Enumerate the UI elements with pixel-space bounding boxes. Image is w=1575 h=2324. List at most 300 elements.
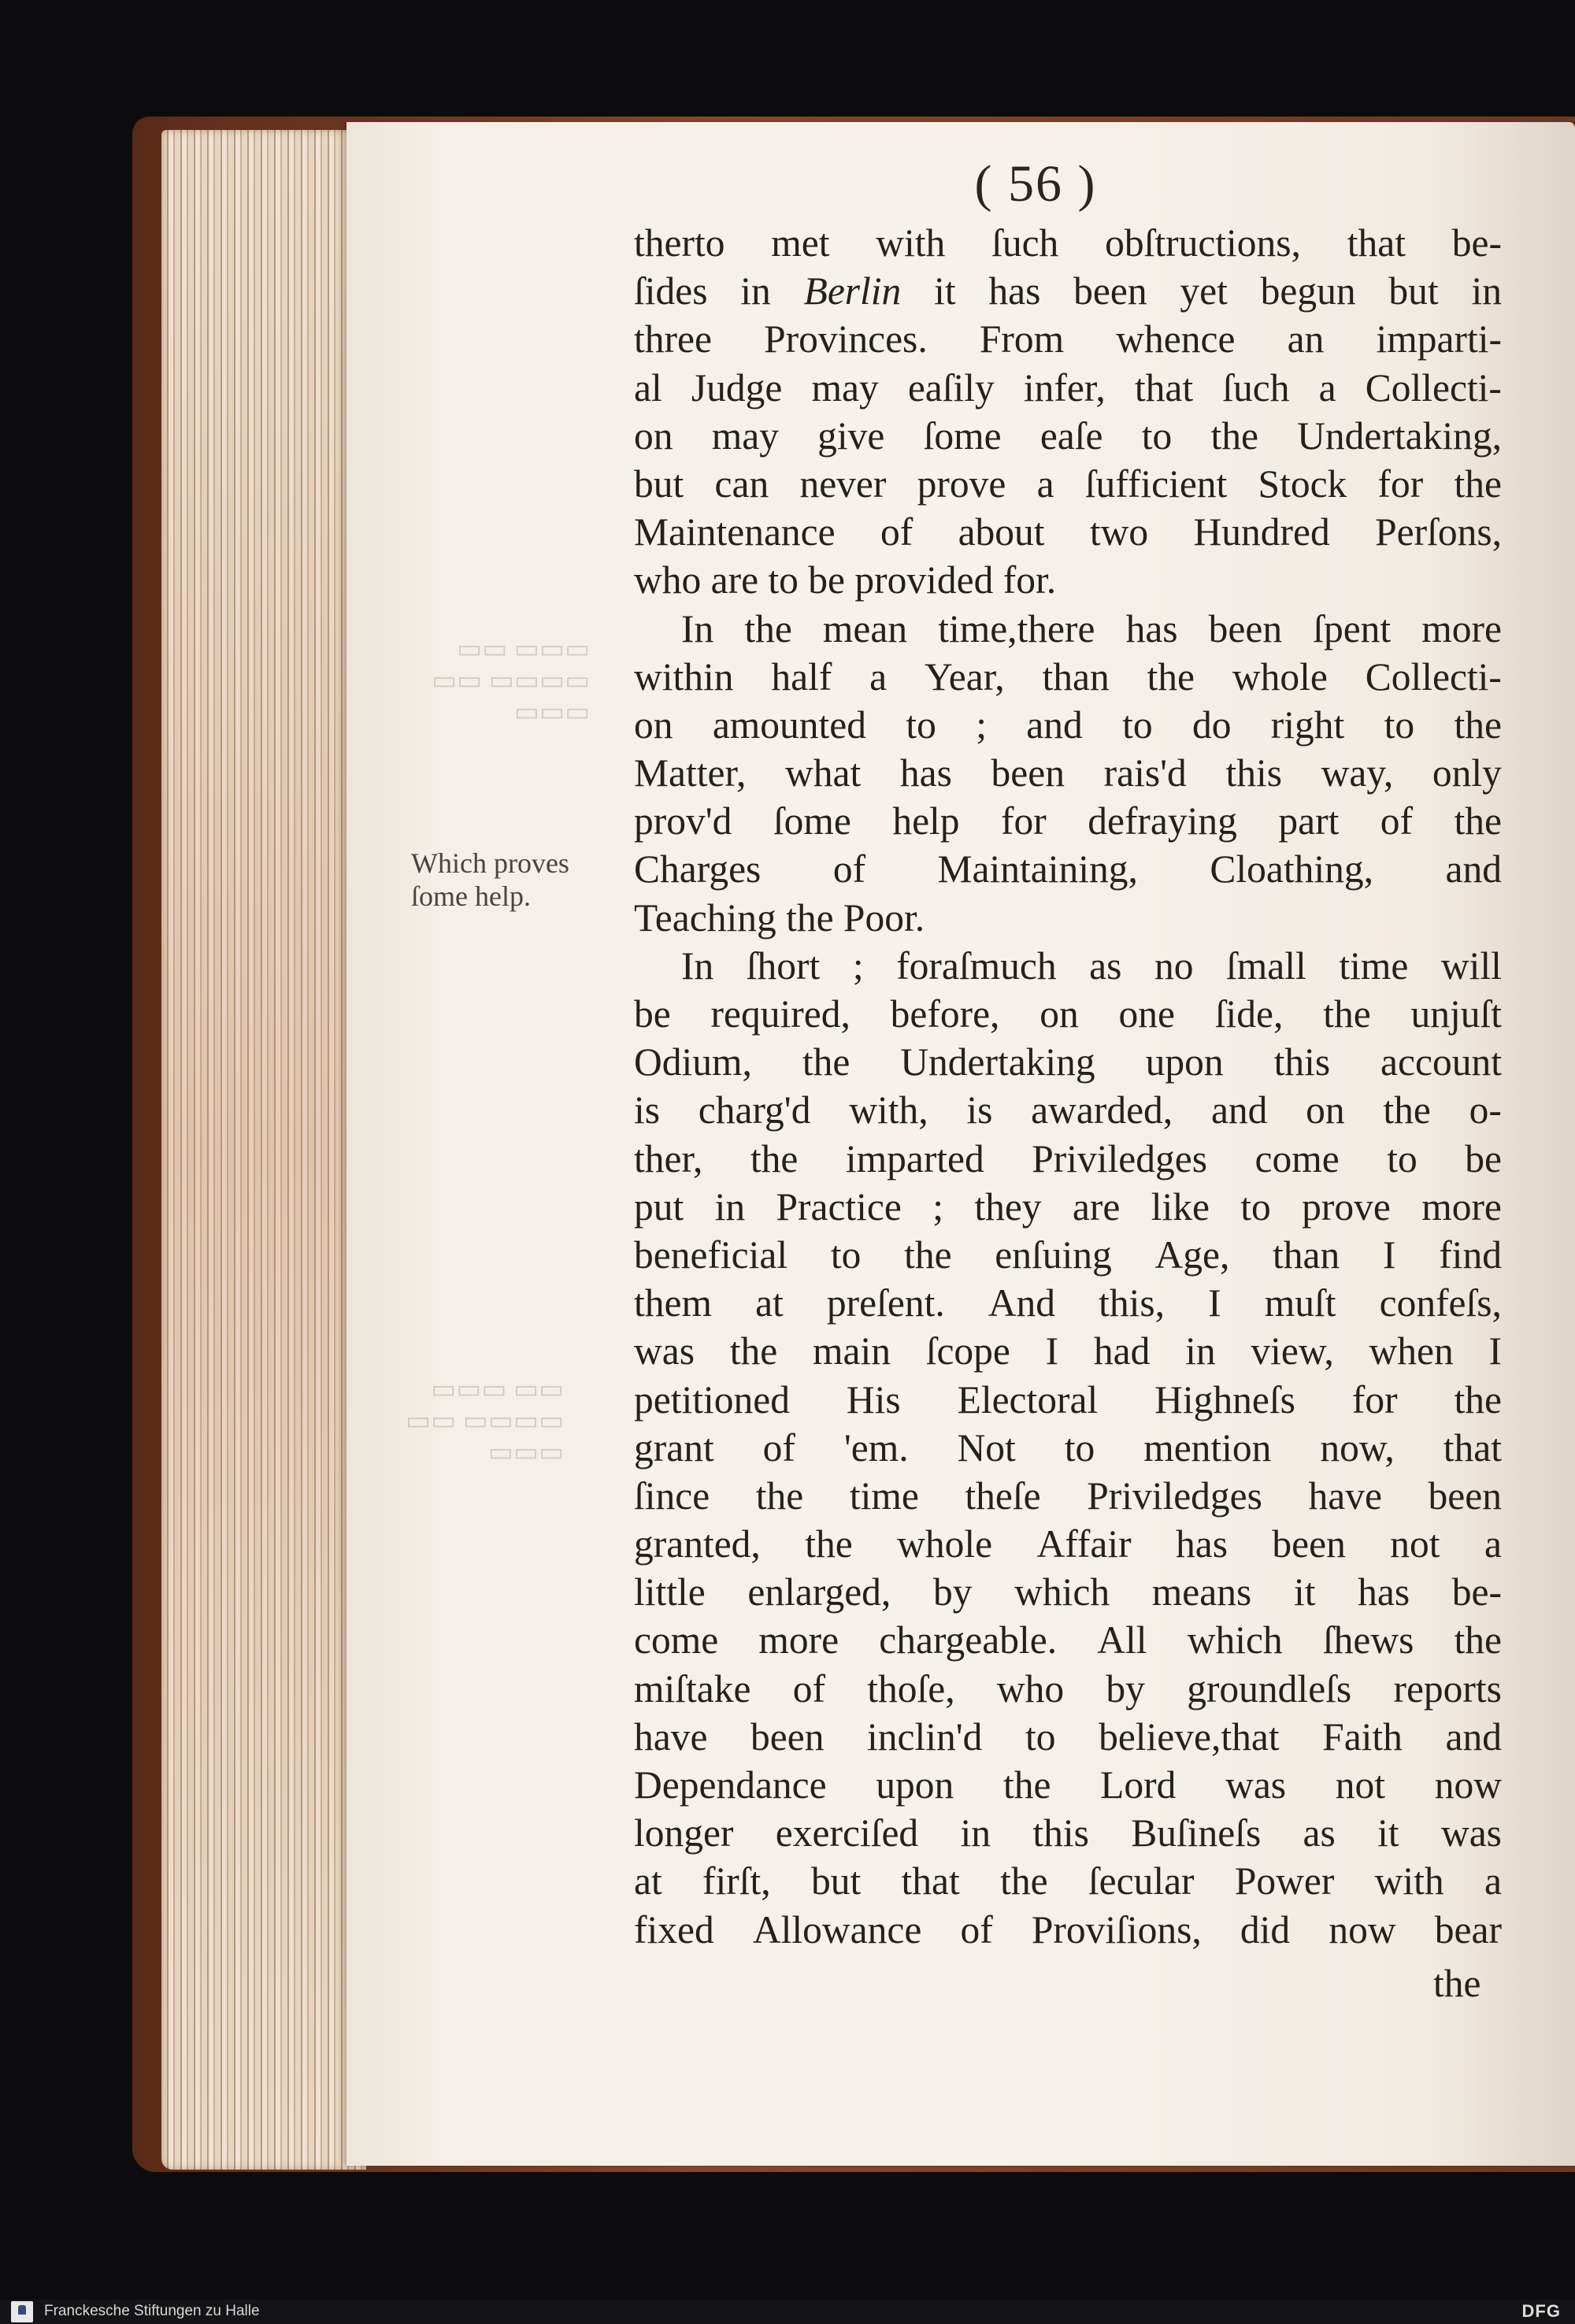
word: eaſily [907, 365, 995, 410]
word: three [634, 317, 712, 361]
word: Dependance [634, 1763, 827, 1807]
word: time [1339, 943, 1409, 988]
word: And [988, 1281, 1056, 1325]
word: miſtake [634, 1666, 751, 1711]
text-line [634, 460, 1502, 508]
text-line [634, 653, 1502, 701]
word: to [830, 1232, 862, 1277]
word: in [1185, 1329, 1216, 1373]
word: Allowance [752, 1907, 922, 1951]
word: one [1118, 992, 1175, 1036]
word: and [1210, 1088, 1268, 1132]
word: upon [1145, 1040, 1224, 1084]
word: Priviledges [1032, 1136, 1208, 1181]
word: for [1377, 461, 1424, 506]
text-line [634, 1424, 1502, 1472]
word: Buſineſs [1131, 1811, 1262, 1855]
word: ſcope [925, 1329, 1010, 1373]
word: Not [957, 1425, 1016, 1470]
word: Stock [1258, 461, 1347, 506]
text-line [634, 1665, 1502, 1713]
word: about [958, 510, 1045, 554]
word: muſt [1264, 1281, 1336, 1325]
word: which [1014, 1570, 1110, 1614]
word: when [1369, 1329, 1454, 1373]
word: on [1040, 992, 1079, 1036]
word: has [1125, 606, 1178, 650]
word: by [932, 1570, 973, 1614]
text-line [634, 749, 1502, 797]
word: been [750, 1714, 825, 1759]
word: chargeable. [879, 1618, 1058, 1662]
bleed-through-marks: ▭▭▭ ▭▭ ▭▭▭▭ ▭▭ ▭▭▭ [432, 635, 591, 727]
word: charg'd [698, 1088, 811, 1132]
word: the [1002, 1763, 1051, 1807]
word: has [1176, 1522, 1228, 1566]
word: petitioned [634, 1377, 790, 1421]
dfg-badge: DFG [1521, 2301, 1561, 2321]
word: Charges [634, 847, 762, 891]
word: like [1151, 1184, 1210, 1229]
word: that [1347, 221, 1406, 265]
word: bear [1434, 1907, 1502, 1951]
word: the [1383, 1088, 1431, 1132]
bleed-through-marks-2: ▭▭ ▭▭▭ ▭▭▭▭ ▭▭ ▭▭▭ [406, 1375, 565, 1467]
word: Electoral [957, 1377, 1099, 1421]
word: is [634, 1088, 661, 1132]
word: whole [897, 1522, 993, 1566]
word: but [810, 1859, 862, 1903]
word: by [1106, 1666, 1145, 1711]
word: Matter, [634, 751, 747, 795]
word: ſince [634, 1473, 710, 1518]
word [804, 267, 902, 315]
word: to [1025, 1714, 1056, 1759]
word: a [869, 654, 888, 699]
word: not [1335, 1763, 1386, 1807]
word: ſmall [1226, 943, 1306, 988]
text-line [634, 556, 1502, 604]
word: I [1383, 1232, 1396, 1277]
word: to [1064, 1425, 1095, 1470]
word: inclin'd [867, 1714, 983, 1759]
word: believe,that [1099, 1714, 1280, 1759]
text-line [634, 1376, 1502, 1424]
word: this [1225, 751, 1282, 795]
word: ; [932, 1184, 943, 1229]
word: theſe [965, 1473, 1041, 1518]
institution-label: Franckesche Stiftungen zu Halle [44, 2303, 260, 2319]
word: this, [1099, 1281, 1166, 1325]
word: the [1454, 702, 1502, 747]
word: been [1272, 1522, 1346, 1566]
word: Judge [691, 365, 783, 410]
word: Faith [1322, 1714, 1403, 1759]
text-line [634, 894, 1502, 942]
word: ſuch [991, 221, 1059, 265]
word: can [714, 461, 769, 506]
word: which [1187, 1618, 1283, 1662]
word: ſhews [1322, 1618, 1414, 1662]
text-line [634, 1279, 1502, 1327]
word: rais'd [1103, 751, 1187, 795]
word: Priviledges [1087, 1473, 1262, 1518]
word: was [1440, 1811, 1502, 1855]
text-line [634, 942, 1502, 990]
word: it [1293, 1570, 1316, 1614]
word: imparted [845, 1136, 984, 1181]
word: Undertaking, [1297, 413, 1502, 458]
word: imparti- [1376, 317, 1502, 361]
word: obſtructions, [1105, 221, 1301, 265]
word: Collecti- [1365, 654, 1502, 699]
word: as [1303, 1811, 1336, 1855]
word: of [762, 1425, 795, 1470]
word: and [1445, 847, 1502, 891]
page-edges [161, 130, 366, 2170]
word: enſuing [995, 1232, 1112, 1277]
text-line [634, 1183, 1502, 1231]
page-number: ( 56 ) [974, 155, 1097, 213]
word: ther, [634, 1136, 703, 1181]
word: has [988, 269, 1041, 313]
text-line [634, 1809, 1502, 1857]
word: ; [976, 702, 987, 747]
word: of [880, 510, 914, 554]
word: more [1421, 1184, 1502, 1229]
line-text: who are to be provided for. [634, 558, 1057, 602]
word: the [904, 1232, 952, 1277]
word: eaſe [1040, 413, 1103, 458]
word: no [1154, 943, 1194, 988]
word: thoſe, [867, 1666, 955, 1711]
word: to [1122, 702, 1153, 747]
word: within [634, 654, 734, 699]
word: a [1318, 365, 1336, 410]
text-line [634, 1761, 1502, 1809]
text-line [634, 605, 1502, 653]
word: yet [1180, 269, 1228, 313]
text-line [634, 364, 1502, 412]
word: two [1089, 510, 1149, 554]
word: of [832, 847, 866, 891]
word: o- [1469, 1088, 1502, 1132]
text-line [634, 1231, 1502, 1279]
word: ſpent [1313, 606, 1392, 650]
word: prov'd [634, 799, 732, 843]
marginal-note-line: ſome help. [411, 880, 531, 912]
word: defraying [1088, 799, 1237, 843]
word: groundleſs [1187, 1666, 1352, 1711]
word: account [1380, 1040, 1502, 1084]
word: longer [634, 1811, 734, 1855]
text-line [634, 1327, 1502, 1375]
word: ſide, [1214, 992, 1284, 1036]
word: put [634, 1184, 684, 1229]
word: All [1097, 1618, 1147, 1662]
text-line [634, 1135, 1502, 1183]
word: in [740, 269, 771, 313]
word: but [634, 461, 684, 506]
text-line [634, 1906, 1502, 1954]
word: Proviſions, [1031, 1907, 1202, 1951]
word: that [901, 1859, 960, 1903]
word: Hundred [1193, 510, 1330, 554]
word: the [1000, 1859, 1048, 1903]
word: find [1439, 1232, 1502, 1277]
word: Age, [1154, 1232, 1230, 1277]
word: Affair [1036, 1522, 1132, 1566]
word: now, [1320, 1425, 1395, 1470]
text-line [634, 508, 1502, 556]
word: way, [1321, 751, 1394, 795]
word: right [1270, 702, 1345, 747]
word: ſuch [1222, 365, 1290, 410]
catchword: the [1433, 1962, 1481, 2005]
text-line [634, 267, 1502, 315]
word: confeſs, [1379, 1281, 1502, 1325]
word: on [634, 413, 673, 458]
word: what [785, 751, 862, 795]
word: met [771, 221, 830, 265]
word: been [1073, 269, 1147, 313]
word: ; [852, 943, 864, 988]
word: who [996, 1666, 1065, 1711]
word: than [1042, 654, 1110, 699]
word: may [711, 413, 779, 458]
word: will [1440, 943, 1502, 988]
text-line [634, 1568, 1502, 1616]
word: the [1323, 992, 1371, 1036]
word: and [1026, 702, 1083, 747]
word: on [634, 702, 673, 747]
word: required, [710, 992, 850, 1036]
word: prove [917, 461, 1006, 506]
word: was [1225, 1763, 1287, 1807]
word: of [792, 1666, 825, 1711]
word: give [817, 413, 885, 458]
word: have [634, 1714, 708, 1759]
word: in [1471, 269, 1502, 313]
word: never [799, 461, 887, 506]
word: now [1434, 1763, 1502, 1807]
word: this [1273, 1040, 1331, 1084]
word: part [1278, 799, 1340, 843]
word: In [681, 943, 714, 988]
word: but [1388, 269, 1439, 313]
word: Undertaking [900, 1040, 1095, 1084]
word: ſufficient [1084, 461, 1228, 506]
word: the [1454, 461, 1502, 506]
word: ſome [923, 413, 1002, 458]
word: therto [634, 221, 725, 265]
word: beneficial [634, 1232, 788, 1277]
word: is [966, 1088, 993, 1132]
marginal-note-line: Which proves [411, 847, 569, 879]
word: al [634, 365, 662, 410]
word: begun [1260, 269, 1356, 313]
word: has [899, 751, 952, 795]
word: Lord [1100, 1763, 1177, 1807]
word: Practice [776, 1184, 902, 1229]
word: as [1089, 943, 1122, 988]
word: an [1287, 317, 1325, 361]
word: main [812, 1329, 891, 1373]
body-text [634, 219, 1502, 1954]
word: been [1428, 1473, 1502, 1518]
word: preſent. [826, 1281, 945, 1325]
word: been [991, 751, 1065, 795]
word: now [1329, 1907, 1396, 1951]
word: and [1445, 1714, 1502, 1759]
word: the [755, 1473, 804, 1518]
text-line [634, 1472, 1502, 1520]
word: little [634, 1570, 706, 1614]
text-line [634, 412, 1502, 460]
word: Maintaining, [937, 847, 1138, 891]
word: enlarged, [747, 1570, 891, 1614]
word: Highneſs [1154, 1377, 1295, 1421]
word: to [1240, 1184, 1271, 1229]
word: In [681, 606, 714, 650]
word: time [849, 1473, 919, 1518]
word: with, [849, 1088, 928, 1132]
word: be- [1451, 1570, 1502, 1614]
word: foraſmuch [896, 943, 1057, 988]
word: have [1308, 1473, 1382, 1518]
word: only [1432, 751, 1502, 795]
word: reports [1393, 1666, 1502, 1711]
word: firſt, [702, 1859, 771, 1903]
word: a [1036, 461, 1054, 506]
word: with [1374, 1859, 1444, 1903]
word: be [634, 992, 671, 1036]
word: Provinces. [764, 317, 928, 361]
word: Odium, [634, 1040, 752, 1084]
line-text: Teaching the Poor. [634, 895, 925, 940]
word: that [1134, 365, 1194, 410]
word: Maintenance [634, 510, 836, 554]
word: time,there [938, 606, 1095, 650]
text-line [634, 1038, 1502, 1086]
word: Perſons, [1375, 510, 1502, 554]
text-line [634, 219, 1502, 267]
word: of [960, 1907, 993, 1951]
word: grant [634, 1425, 714, 1470]
word: the [744, 606, 792, 650]
word: for [1001, 799, 1047, 843]
word: the [750, 1136, 799, 1181]
word: exerciſed [775, 1811, 919, 1855]
text-line [634, 1713, 1502, 1761]
italic-word: Berlin [803, 269, 902, 313]
text-line [634, 845, 1502, 893]
word: mean [822, 606, 908, 650]
word: Cloathing, [1210, 847, 1374, 891]
word: ſides [634, 269, 708, 313]
text-line [634, 990, 1502, 1038]
word: for [1351, 1377, 1398, 1421]
word: they [974, 1184, 1042, 1229]
word: be- [1451, 221, 1502, 265]
word: fixed [634, 1907, 714, 1951]
word: the [729, 1329, 778, 1373]
word: at [755, 1281, 784, 1325]
word: this [1032, 1811, 1089, 1855]
word: the [1454, 799, 1502, 843]
word: whole [1232, 654, 1328, 699]
word: be [1465, 1136, 1502, 1181]
word: with [876, 221, 946, 265]
word: ſecular [1088, 1859, 1195, 1903]
word: mention [1143, 1425, 1272, 1470]
word: whence [1116, 317, 1236, 361]
word: the [802, 1040, 850, 1084]
word: more [1421, 606, 1502, 650]
word: upon [876, 1763, 954, 1807]
word: was [634, 1329, 695, 1373]
word: His [846, 1377, 901, 1421]
word: at [634, 1859, 662, 1903]
word: awarded, [1031, 1088, 1173, 1132]
word: ſome [773, 799, 851, 843]
word: of [1380, 799, 1414, 843]
word: a [1484, 1522, 1502, 1566]
text-line [634, 1520, 1502, 1568]
word: I [1045, 1329, 1059, 1373]
word: to [1384, 702, 1415, 747]
word: the [1147, 654, 1195, 699]
word: has [1358, 1570, 1410, 1614]
text-line [634, 1857, 1502, 1905]
word: I [1488, 1329, 1502, 1373]
word: granted, [634, 1522, 761, 1566]
word: From [979, 317, 1065, 361]
word: to [1141, 413, 1173, 458]
word: Power [1234, 1859, 1335, 1903]
word: means [1151, 1570, 1252, 1614]
word: to [906, 702, 936, 747]
word: unjuſt [1410, 992, 1502, 1036]
word: to [1387, 1136, 1418, 1181]
word: are [1072, 1184, 1121, 1229]
word: ſhort [746, 943, 821, 988]
word: the [805, 1522, 853, 1566]
word: in [960, 1811, 991, 1855]
word: that [1443, 1425, 1502, 1470]
word: more [758, 1618, 839, 1662]
word: it [1377, 1811, 1399, 1855]
word: them [634, 1281, 712, 1325]
word: view, [1251, 1329, 1334, 1373]
word: amounted [712, 702, 867, 747]
word: it [934, 269, 956, 313]
word: had [1093, 1329, 1151, 1373]
word: did [1240, 1907, 1291, 1951]
word: come [1254, 1136, 1340, 1181]
word: come [634, 1618, 719, 1662]
word: Year, [925, 654, 1005, 699]
word: on [1306, 1088, 1345, 1132]
word: infer, [1023, 365, 1106, 410]
institution-logo-icon [11, 2301, 33, 2322]
word: the [1454, 1377, 1502, 1421]
word: been [1208, 606, 1283, 650]
word: before, [890, 992, 1000, 1036]
word: may [811, 365, 879, 410]
word: prove [1302, 1184, 1391, 1229]
word: Collecti- [1365, 365, 1502, 410]
